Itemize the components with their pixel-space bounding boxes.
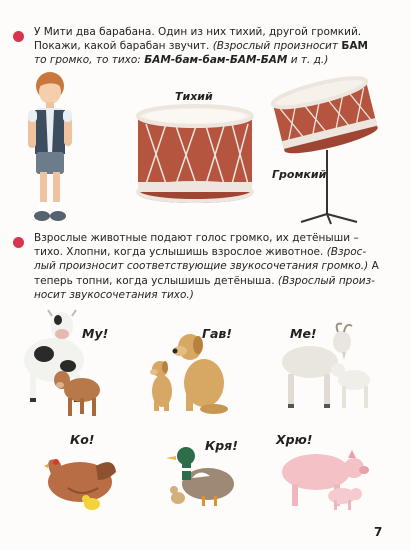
dog-sound-label: Гав! bbox=[202, 326, 233, 341]
page-number: 7 bbox=[374, 525, 383, 539]
s2-line4i: (Взрослый произ- bbox=[277, 274, 375, 287]
section1-text bbox=[34, 25, 404, 68]
boy-illustration bbox=[20, 68, 78, 228]
drum-quiet-label: Тихий bbox=[175, 90, 213, 103]
section2-bullet bbox=[13, 237, 24, 248]
hen-sound-label: Ко! bbox=[70, 432, 95, 447]
s2-line2: тихо. Хлопни, когда услышишь взрослое животное. bbox=[34, 246, 327, 259]
s2-line5: носит звукосочетания тихо.) bbox=[34, 288, 194, 301]
s2-line3b: А bbox=[371, 260, 379, 273]
goat-sound-label: Ме! bbox=[290, 326, 317, 341]
section2-text bbox=[34, 231, 406, 302]
s1-line3b: БАМ-бам-бам-БАМ-БАМ bbox=[144, 54, 288, 67]
s2-line2i: (Взрос- bbox=[326, 246, 367, 259]
drum-quiet-icon[interactable] bbox=[136, 104, 254, 206]
goat-and-kid-icon[interactable] bbox=[272, 322, 382, 414]
s1-line2c: БАМ bbox=[341, 40, 368, 53]
drum-loud-icon[interactable] bbox=[265, 70, 385, 226]
s1-line2b: (Взрослый произносит bbox=[212, 40, 342, 53]
s2-line3: лый произносит соответствующие звукосочетания громко.) bbox=[34, 260, 372, 273]
section1-bullet bbox=[13, 31, 24, 42]
drum-loud-label: Громкий bbox=[272, 168, 327, 181]
s1-line3c: и т. д.) bbox=[287, 54, 329, 67]
duck-sound-label: Кря! bbox=[205, 438, 238, 453]
s2-line1: Взрослые животные подают голос громко, их детёныши – bbox=[34, 232, 359, 244]
pig-and-piglet-icon[interactable] bbox=[268, 446, 372, 514]
pig-sound-label: Хрю! bbox=[276, 432, 313, 447]
s2-line4: теперь топни, когда услышишь детёныша. bbox=[34, 274, 278, 287]
hen-and-chick-icon[interactable] bbox=[42, 446, 122, 512]
s1-line2a: Покажи, какой барабан звучит. bbox=[34, 40, 213, 53]
s1-line3a: то громко, то тихо: bbox=[34, 54, 145, 67]
s1-line1: У Мити два барабана. Один из них тихий, другой громкий. bbox=[34, 26, 362, 38]
cow-sound-label: Му! bbox=[82, 326, 109, 341]
